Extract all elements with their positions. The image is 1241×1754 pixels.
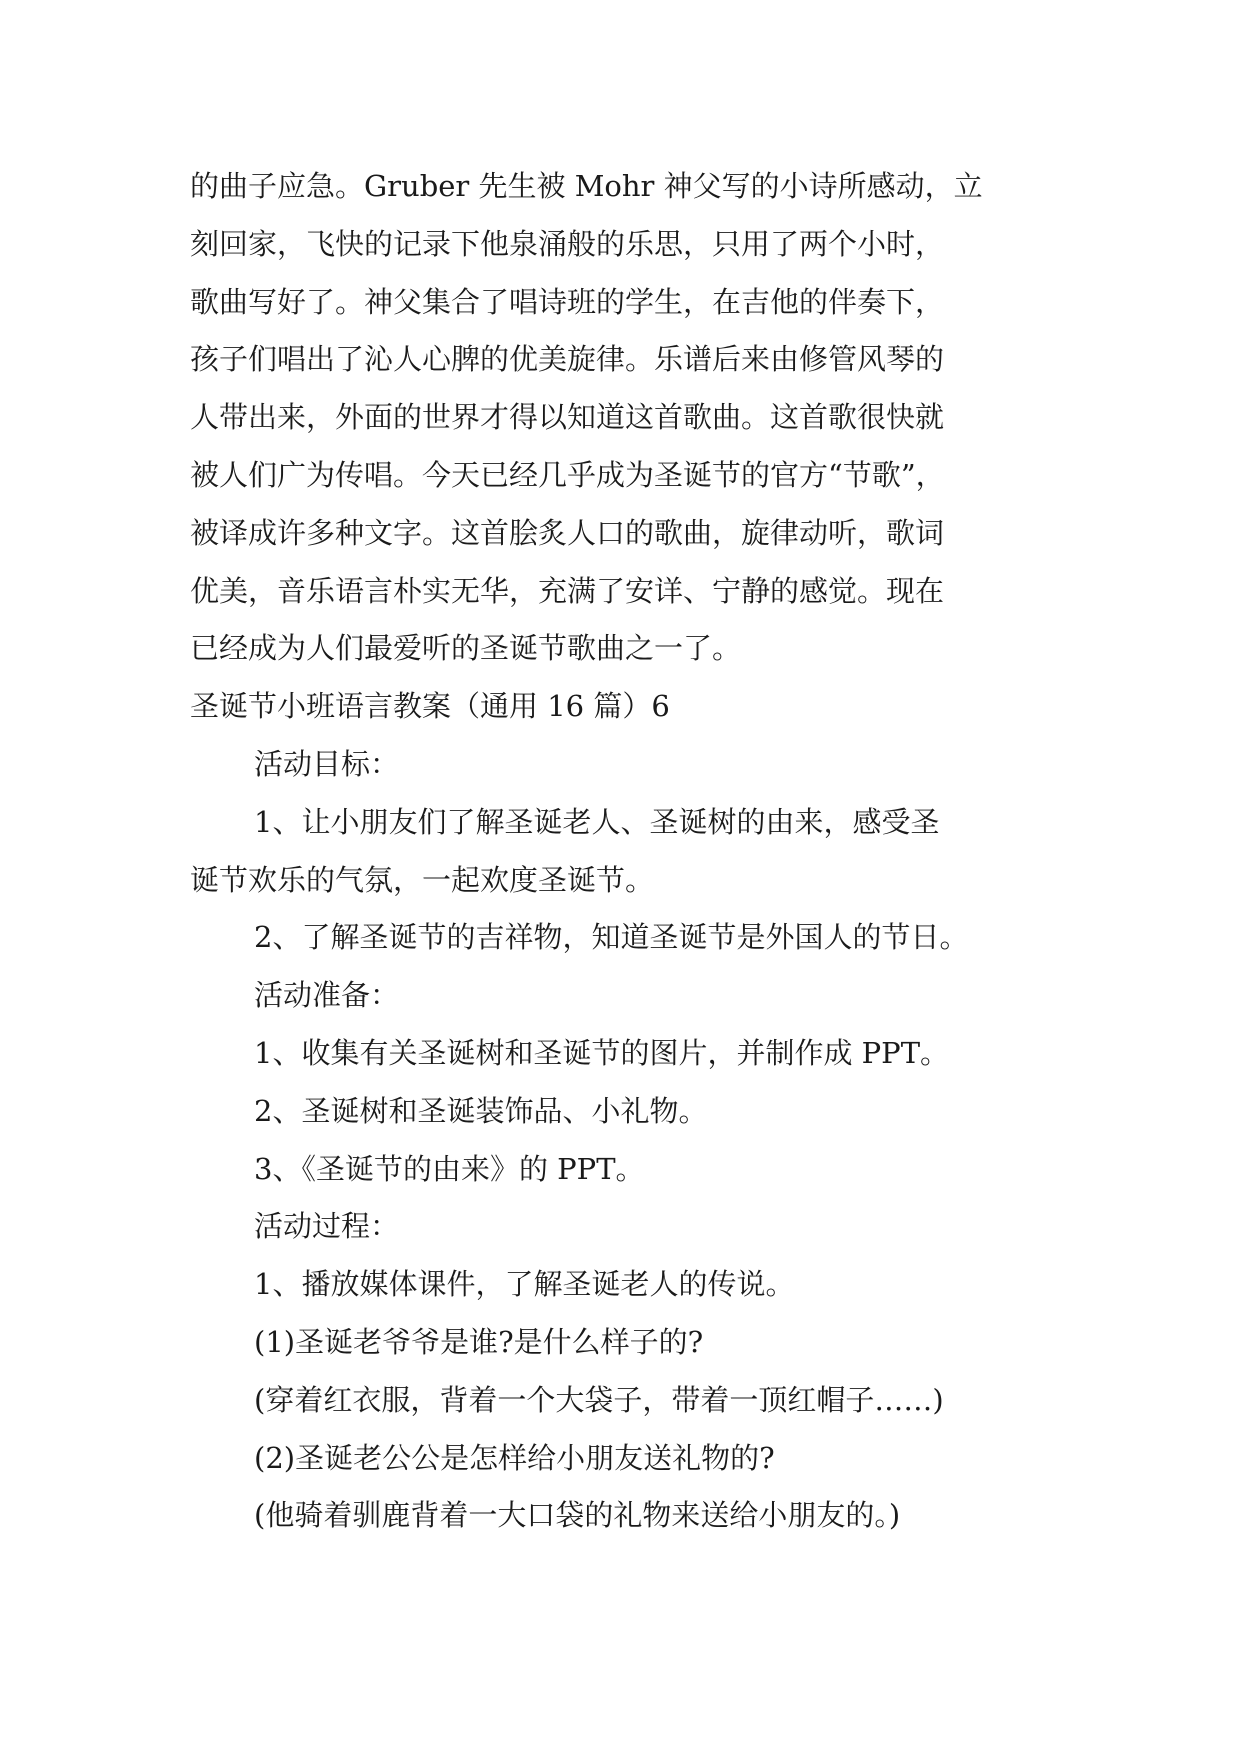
paragraph-line: 人带出来，外面的世界才得以知道这首歌曲。这首歌很快就 — [190, 400, 945, 434]
list-item: (他骑着驯鹿背着一大口袋的礼物来送给小朋友的。) — [254, 1498, 901, 1532]
list-item: 1、收集有关圣诞树和圣诞节的图片，并制作成 PPT。 — [254, 1036, 950, 1070]
subheading-activity-process: 活动过程： — [254, 1209, 400, 1243]
list-item-continuation: 诞节欢乐的气氛，一起欢度圣诞节。 — [190, 863, 655, 897]
paragraph-line: 被人们广为传唱。今天已经几乎成为圣诞节的官方“节歌”， — [190, 458, 945, 492]
paragraph-line: 被译成许多种文字。这首脍炙人口的歌曲，旋律动听，歌词 — [190, 516, 945, 550]
paragraph-line: 优美，音乐语言朴实无华，充满了安详、宁静的感觉。现在 — [190, 574, 945, 608]
subheading-activity-preparation: 活动准备： — [254, 978, 400, 1012]
section-heading: 圣诞节小班语言教案（通用 16 篇）6 — [190, 689, 670, 723]
list-item: 2、了解圣诞节的吉祥物，知道圣诞节是外国人的节日。 — [254, 920, 969, 954]
paragraph-line: 的曲子应急。Gruber 先生被 Mohr 神父写的小诗所感动，立 — [190, 169, 983, 203]
paragraph-line: 刻回家，飞快的记录下他泉涌般的乐思，只用了两个小时， — [190, 227, 945, 261]
list-item: 1、播放媒体课件，了解圣诞老人的传说。 — [254, 1267, 795, 1301]
paragraph-line: 孩子们唱出了沁人心脾的优美旋律。乐谱后来由修管风琴的 — [190, 342, 945, 376]
list-item: 3、《圣诞节的由来》的 PPT。 — [254, 1152, 645, 1186]
list-item: (2)圣诞老公公是怎样给小朋友送礼物的? — [254, 1441, 775, 1475]
list-item: (1)圣诞老爷爷是谁?是什么样子的? — [254, 1325, 704, 1359]
paragraph-line: 歌曲写好了。神父集合了唱诗班的学生，在吉他的伴奏下， — [190, 285, 945, 319]
list-item: 1、让小朋友们了解圣诞老人、圣诞树的由来，感受圣 — [254, 805, 940, 839]
list-item: 2、圣诞树和圣诞装饰品、小礼物。 — [254, 1094, 708, 1128]
paragraph-line: 已经成为人们最爱听的圣诞节歌曲之一了。 — [190, 631, 742, 665]
subheading-activity-goals: 活动目标： — [254, 747, 400, 781]
list-item: (穿着红衣服，背着一个大袋子，带着一顶红帽子……) — [254, 1383, 944, 1417]
